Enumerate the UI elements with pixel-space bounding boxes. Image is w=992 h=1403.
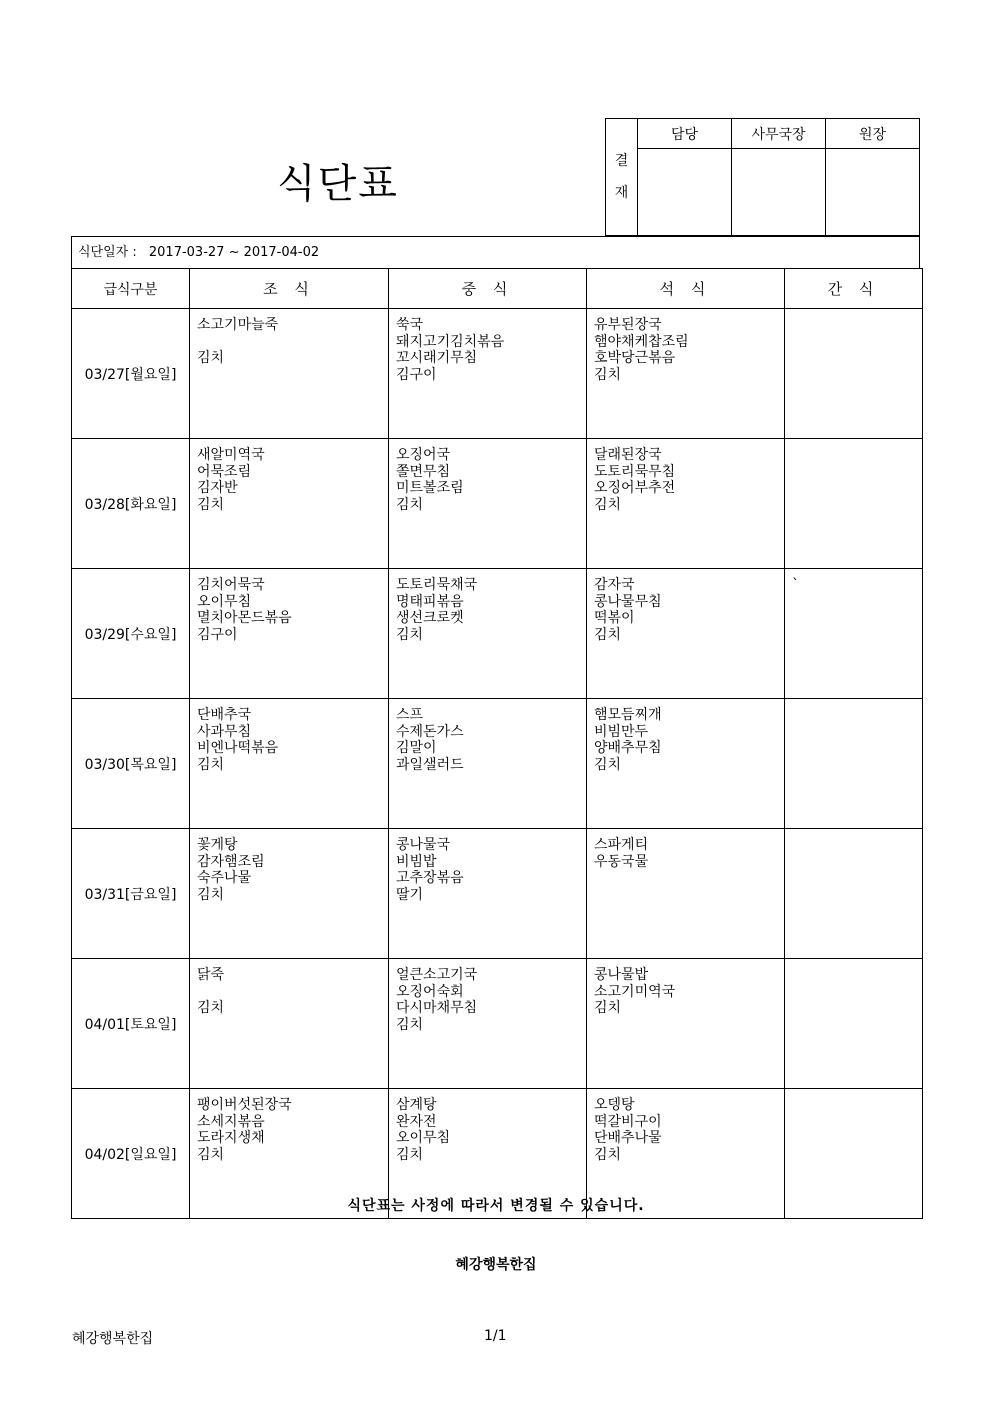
menu-item: 명태피볶음 <box>396 593 464 610</box>
menu-item: 멸치아몬드볶음 <box>197 610 292 626</box>
menu-item: 김치 <box>197 349 225 366</box>
menu-item: 햄야채케찹조림 <box>594 333 689 350</box>
breakfast-cell <box>190 829 389 959</box>
approval-box <box>605 118 920 236</box>
snack-cell <box>785 699 923 829</box>
approval-sign-director[interactable] <box>826 149 920 236</box>
menu-item: 돼지고기김치볶음 <box>396 333 505 350</box>
menu-item: 유부된장국 <box>594 317 662 333</box>
day-date: 03/31[금요일] <box>72 829 190 959</box>
menu-item: 콩나물무침 <box>594 593 662 610</box>
dinner-cell <box>587 439 785 569</box>
day-date: 03/28[화요일] <box>72 439 190 569</box>
menu-item: 도라지생채 <box>197 1130 265 1146</box>
date-range-value: 2017-03-27 ~ 2017-04-02 <box>148 245 320 260</box>
menu-item: 김치 <box>396 626 424 643</box>
menu-item: 김치 <box>396 1146 424 1163</box>
menu-item: 얼큰소고기국 <box>396 967 478 983</box>
header-dinner: 석 식 <box>587 269 785 309</box>
menu-item: 달래된장국 <box>594 447 662 463</box>
menu-item: 소고기마늘죽 <box>197 317 279 333</box>
menu-item: 어묵조림 <box>197 463 252 480</box>
menu-item: 호박당근볶음 <box>594 350 676 366</box>
breakfast-cell <box>190 569 389 699</box>
menu-item: 김치 <box>197 756 225 773</box>
menu-item: 감자햄조림 <box>197 853 265 870</box>
lunch-cell <box>389 699 587 829</box>
table-row <box>72 439 923 569</box>
menu-item: 오뎅탕 <box>594 1097 635 1113</box>
menu-item: 스프 <box>396 707 424 723</box>
menu-item: 도토리묵무침 <box>594 463 676 480</box>
menu-item: 콩나물밥 <box>594 967 649 983</box>
approval-label-bottom: 재 <box>614 185 629 201</box>
snack-cell <box>785 569 923 699</box>
day-date: 03/29[수요일] <box>72 569 190 699</box>
menu-item: 비빔만두 <box>594 723 649 740</box>
menu-item: 딸기 <box>396 886 424 903</box>
menu-item: 과일샐러드 <box>396 756 464 773</box>
snack-cell <box>785 829 923 959</box>
menu-item: 소고기미역국 <box>594 983 676 1000</box>
menu-item: 김자반 <box>197 480 238 496</box>
day-date: 03/27[월요일] <box>72 309 190 439</box>
table-row <box>72 309 923 439</box>
menu-item: 감자국 <box>594 577 635 593</box>
menu-item: 소세지볶음 <box>197 1113 265 1130</box>
menu-item: 김치 <box>594 756 622 773</box>
menu-item: 떡갈비구이 <box>594 1113 662 1130</box>
page-title: 식단표 <box>277 161 399 207</box>
dinner-cell <box>587 309 785 439</box>
header-lunch: 중 식 <box>389 269 587 309</box>
menu-item: 완자전 <box>396 1113 437 1130</box>
organization-name: 혜강행복한집 <box>455 1257 537 1273</box>
menu-item: 김치어묵국 <box>197 577 265 593</box>
menu-item: 김치 <box>197 999 225 1016</box>
menu-item: 수제돈가스 <box>396 723 464 740</box>
menu-item: 단배추나물 <box>594 1130 662 1146</box>
menu-item: 햄모듬찌개 <box>594 707 662 723</box>
menu-item: 꽃게탕 <box>197 837 238 853</box>
approval-role-manager: 담당 <box>638 119 732 149</box>
menu-item: 우동국물 <box>594 853 649 870</box>
menu-item: 다시마채무침 <box>396 1000 478 1016</box>
menu-item: 숙주나물 <box>197 870 252 886</box>
menu-item: 김치 <box>594 496 622 513</box>
menu-item: 김치 <box>594 1146 622 1163</box>
menu-item: 김구이 <box>396 366 437 383</box>
menu-item: 생선크로켓 <box>396 610 464 626</box>
approval-sign-secretary[interactable] <box>732 149 826 236</box>
lunch-cell <box>389 829 587 959</box>
menu-item: ` <box>792 577 799 593</box>
approval-label <box>606 119 638 236</box>
menu-header-row <box>72 269 923 309</box>
lunch-cell <box>389 439 587 569</box>
breakfast-cell <box>190 959 389 1089</box>
menu-item: 팽이버섯된장국 <box>197 1097 292 1113</box>
header-breakfast: 조 식 <box>190 269 389 309</box>
menu-spacer <box>197 334 388 350</box>
menu-item: 닭죽 <box>197 967 225 983</box>
snack-cell <box>785 309 923 439</box>
menu-spacer <box>197 984 388 1000</box>
lunch-cell <box>389 569 587 699</box>
menu-item: 양배추무침 <box>594 740 662 756</box>
menu-item: 김치 <box>594 366 622 383</box>
menu-item: 오이무침 <box>396 1130 451 1146</box>
approval-sign-manager[interactable] <box>638 149 732 236</box>
menu-item: 사과무침 <box>197 723 252 740</box>
menu-item: 스파게티 <box>594 837 649 853</box>
menu-item: 비빔밥 <box>396 853 437 870</box>
menu-body <box>72 309 923 1219</box>
menu-item: 떡볶이 <box>594 610 635 626</box>
date-range-label: 식단일자 : <box>78 245 137 260</box>
menu-item: 비엔나떡볶음 <box>197 740 279 756</box>
menu-item: 꼬시래기무침 <box>396 350 478 366</box>
dinner-cell <box>587 569 785 699</box>
footer-organization: 혜강행복한집 <box>72 1331 154 1347</box>
approval-role-secretary: 사무국장 <box>732 119 826 149</box>
menu-item: 김구이 <box>197 626 238 643</box>
menu-item: 오징어숙회 <box>396 983 464 1000</box>
snack-cell <box>785 439 923 569</box>
date-range-row <box>71 236 920 268</box>
snack-cell <box>785 959 923 1089</box>
header-snack: 간 식 <box>785 269 923 309</box>
menu-item: 오징어부추전 <box>594 480 676 496</box>
menu-item: 콩나물국 <box>396 837 451 853</box>
menu-item: 고추장볶음 <box>396 870 464 886</box>
menu-item: 미트볼조림 <box>396 480 464 496</box>
dinner-cell <box>587 699 785 829</box>
day-date: 04/02[일요일] <box>72 1089 190 1219</box>
day-date: 04/01[토요일] <box>72 959 190 1089</box>
approval-label-top: 결 <box>614 153 629 169</box>
table-row <box>72 959 923 1089</box>
menu-item: 김치 <box>396 1016 424 1033</box>
table-row <box>72 829 923 959</box>
lunch-cell <box>389 959 587 1089</box>
menu-item: 오징어국 <box>396 447 451 463</box>
breakfast-cell <box>190 699 389 829</box>
menu-table <box>71 268 923 1219</box>
breakfast-cell <box>190 309 389 439</box>
menu-item: 김말이 <box>396 740 437 756</box>
menu-item: 김치 <box>197 496 225 513</box>
menu-item: 새알미역국 <box>197 447 265 463</box>
menu-item: 도토리묵채국 <box>396 577 478 593</box>
menu-item: 단배추국 <box>197 707 252 723</box>
breakfast-cell <box>190 439 389 569</box>
menu-item: 김치 <box>197 886 225 903</box>
menu-item: 김치 <box>594 1000 622 1016</box>
dinner-cell <box>587 829 785 959</box>
approval-role-director: 원장 <box>826 119 920 149</box>
table-row <box>72 699 923 829</box>
header-date: 급식구분 <box>72 269 190 309</box>
menu-item: 김치 <box>197 1146 225 1163</box>
footer-page-number: 1/1 <box>484 1328 507 1344</box>
lunch-cell <box>389 309 587 439</box>
menu-item: 오이무침 <box>197 593 252 610</box>
table-row <box>72 569 923 699</box>
menu-item: 쑥국 <box>396 317 424 333</box>
dinner-cell <box>587 959 785 1089</box>
menu-item: 삼계탕 <box>396 1097 437 1113</box>
menu-item: 김치 <box>594 626 622 643</box>
change-notice: 식단표는 사정에 따라서 변경될 수 있습니다. <box>347 1198 645 1214</box>
menu-item: 쫄면무침 <box>396 463 451 480</box>
day-date: 03/30[목요일] <box>72 699 190 829</box>
menu-item: 김치 <box>396 496 424 513</box>
